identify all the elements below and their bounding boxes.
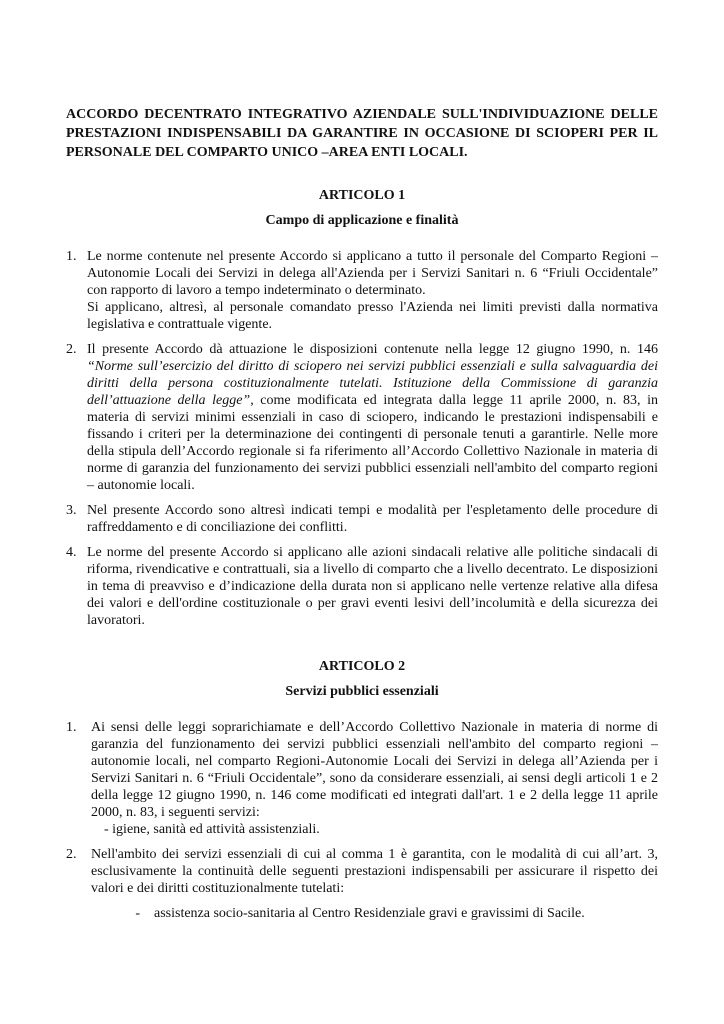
article-item [66,248,658,333]
item-paragraph [87,341,658,494]
item-text: , come modificata ed integrata dalla legge 11 aprile 2000, n. 83, in materia di servizi minimi essenziali in caso di sciopero, indicando le prestazioni indispensabili e fissando i criteri per la determinazione dei contingenti di personale tenuti a garantirle. Nelle more della stipula dell’Accordo regionale si fa riferimento all’Accordo Collettivo Nazionale in materia di norme di garanzia del funzionamento dei servizi pubblici essenziali nell'ambito del comparto regioni – autonomie locali. [87,393,658,493]
spacer [66,637,658,657]
dash-item-text: assistenza socio-sanitaria al Centro Residenziale gravi e gravissimi di Sacile. [154,906,585,921]
document-page [66,105,658,922]
article-heading: ARTICOLO 1 [318,188,406,203]
article-2 [66,657,658,922]
item-text: Il presente Accordo dà attuazione le disposizioni contenute nella legge 12 giugno 1990, n. 146 [87,342,658,357]
article-1 [66,186,658,629]
item-paragraph: Le norme contenute nel presente Accordo si applicano a tutto il personale del Comparto Regioni – Autonomie Locali dei Servizi in delega all'Azienda per i Servizi Sanitari n. 6 “Friuli Occidentale” con rapporto di lavoro a tempo indeterminato o determinato. [87,249,658,298]
item-number: 2. [66,342,77,357]
dash-list-item [66,905,658,922]
article-subheading: Campo di applicazione e finalità [265,213,459,228]
article-item [66,544,658,629]
article-item [66,502,658,536]
item-paragraph: Si applicano, altresì, al personale comandato presso l'Azienda nei limiti previsti dalla normativa legislativa e contrattuale vigente. [87,300,658,332]
item-paragraph: Le norme del presente Accordo si applicano alle azioni sindacali relative alle politiche sindacali di riforma, rivendicative e contrattuali, sia a livello di comparto che a livello decentrato. Le disposizioni in tema di preavviso e d’indicazione della durata non si applicano nelle vertenze relative alla difesa dei valori e dell'ordine costituzionale o per gravi eventi lesivi dell’incolumità e della sicurezza dei lavoratori. [87,545,658,628]
item-body [87,341,658,494]
item-body [91,719,658,838]
item-paragraph: Nel presente Accordo sono altresì indicati tempi e modalità per l'espletamento delle procedure di raffreddamento e di conciliazione dei conflitti. [87,503,658,535]
item-number: 3. [66,503,77,518]
item-body [87,248,658,333]
document-title: ACCORDO DECENTRATO INTEGRATIVO AZIENDALE SULL'INDIVIDUAZIONE DELLE PRESTAZIONI INDISPENSABILI DA GARANTIRE IN OCCASIONE DI SCIOPERI PER IL PERSONALE DEL COMPARTO UNICO –AREA ENTI LOCALI. [66,107,658,160]
article-subheading: Servizi pubblici essenziali [285,684,439,699]
dash-marker: - [135,906,140,921]
item-number: 1. [66,720,77,735]
article-heading: ARTICOLO 2 [318,659,406,674]
item-body [87,544,658,629]
item-paragraph: Ai sensi delle leggi soprarichiamate e dell’Accordo Collettivo Nazionale in materia di norme di garanzia del funzionamento dei servizi pubblici essenziali nell'ambito del comparto regioni – autonomie locali, nel comparto Regioni-Autonomie Locali dei Servizi in delega all’Azienda per i Servizi Sanitari n. 6 “Friuli Occidentale”, sono da considerare essenziali, ai sensi degli articoli 1 e 2 della legge 12 giugno 1990, n. 146 come modificati ed integrati dall'art. 1 e 2 della legge 11 aprile 2000, n. 83, i seguenti servizi: [91,720,658,820]
item-number: 2. [66,847,77,862]
item-number: 4. [66,545,77,560]
item-body [87,502,658,536]
item-paragraph: Nell'ambito dei servizi essenziali di cui al comma 1 è garantita, con le modalità di cui all’art. 3, esclusivamente la continuità delle seguenti prestazioni indispensabili per assicurare il rispetto dei valori e dei diritti costituzionalmente tutelati: [91,847,658,896]
article-item [66,341,658,494]
item-body [91,846,658,897]
service-bullet: - igiene, sanità ed attività assistenziali. [104,822,320,837]
article-item [66,846,658,897]
item-number: 1. [66,249,77,264]
law-title-italic: “Norme sull’esercizio del diritto di sciopero nei servizi pubblici essenziali e sulla salvaguardia dei diritti della persona costituzionalmente tutelati. Istituzione della Commissione di garanzia dell’attuazione della legge” [87,359,658,408]
article-item [66,719,658,838]
